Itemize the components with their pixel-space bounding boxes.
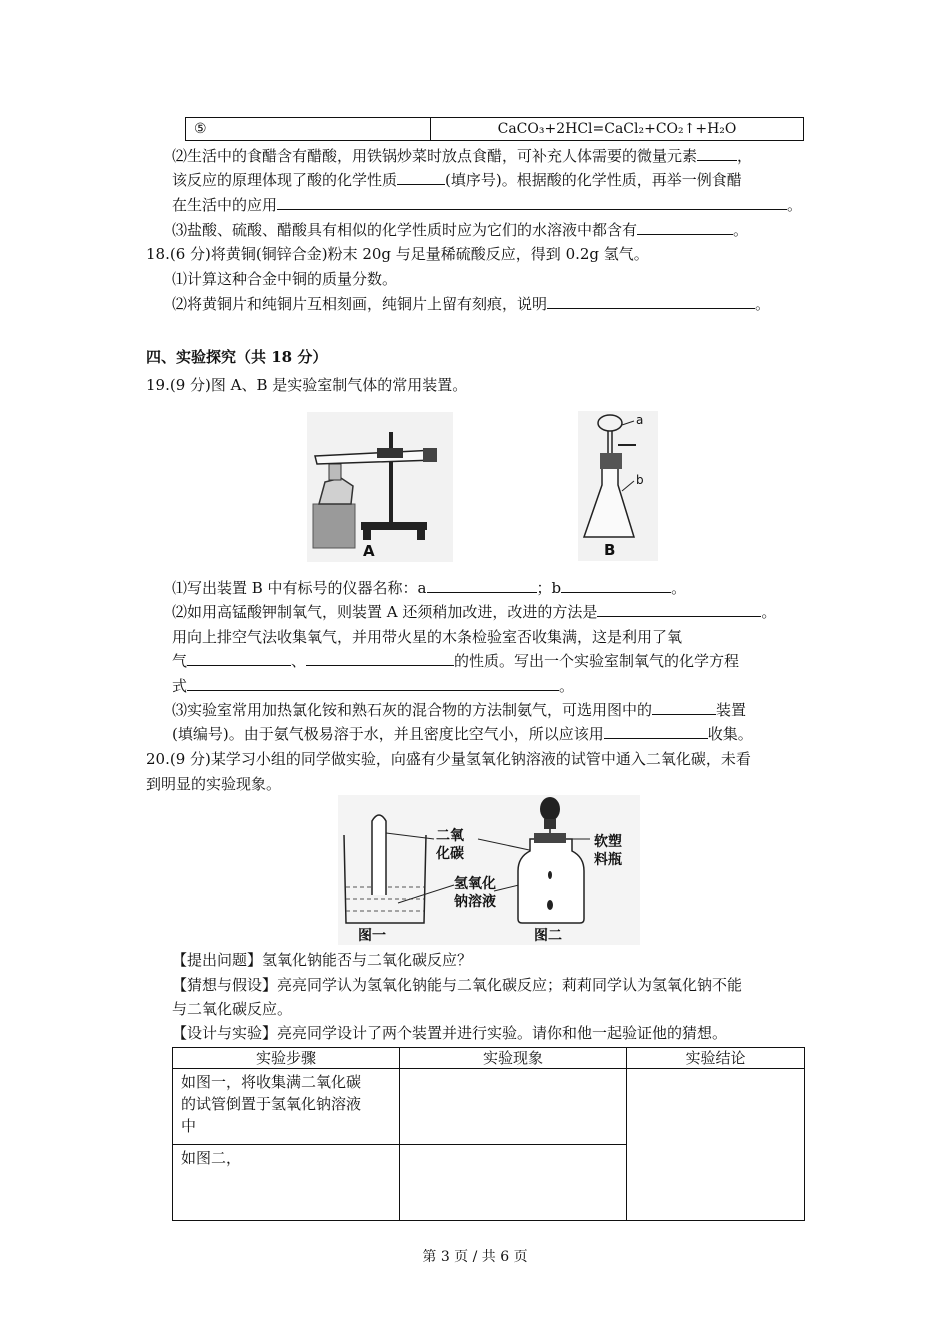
answer-blank[interactable] (277, 195, 787, 210)
q20-guess-line2: 与二氧化碳反应。 (172, 1000, 293, 1018)
q19-p2-line1: ⑵如用高锰酸钾制氧气，则装置 A 还须稍加改进，改进的方法是 。 (172, 603, 777, 621)
section-title: 四、实验探究（共 18 分） (146, 348, 328, 366)
apparatus-b-drawing (578, 411, 658, 561)
q20-design: 【设计与实验】亮亮同学设计了两个装置并进行实验。请你和他一起验证他的猜想。 (172, 1024, 728, 1042)
label-naoh: 氢氧化 钠溶液 (454, 876, 496, 910)
answer-blank[interactable] (652, 700, 716, 715)
q20-guess-line1: 【猜想与假设】亮亮同学认为氢氧化钠能与二氧化碳反应；莉莉同学认为氢氧化钠不能 (172, 976, 743, 994)
q19-p3-line2: (填编号)。由于氨气极易溶于水，并且密度比空气小，所以应该用 收集。 (172, 725, 753, 743)
equation-text: CaCO₃+2HCl=CaCl₂+CO₂↑+H₂O (431, 118, 804, 141)
answer-blank[interactable] (604, 724, 708, 739)
figure-b-mark-b: b (636, 473, 644, 487)
answer-blank-b[interactable] (561, 578, 671, 593)
q20-stem-line1: 20.(9 分)某学习小组的同学做实验，向盛有少量氢氧化钠溶液的试管中通入二氧化碳，未看 (146, 750, 751, 768)
label-figure-2: 图二 (534, 928, 562, 944)
table-cell-phenomenon-1[interactable] (400, 1069, 627, 1145)
figure-b-label: B (604, 541, 616, 559)
co2-naoh-drawing (338, 795, 640, 945)
q18-stem: 18.(6 分)将黄铜(铜锌合金)粉末 20g 与足量稀硫酸反应，得到 0.2g 氢气。 (146, 245, 649, 263)
table-header: 实验结论 (627, 1048, 805, 1069)
table-cell-conclusion[interactable] (627, 1069, 805, 1221)
figure-b-mark-a: a (636, 413, 644, 427)
figure-a-label: A (363, 542, 375, 560)
answer-blank[interactable] (187, 651, 291, 666)
q19-p1: ⑴写出装置 B 中有标号的仪器名称：a ；b 。 (172, 579, 687, 597)
table-header: 实验现象 (400, 1048, 627, 1069)
q17-p2-line3: 在生活中的应用 。 (172, 196, 803, 214)
label-figure-1: 图一 (358, 928, 386, 944)
answer-blank[interactable] (637, 220, 733, 235)
q18-p2: ⑵将黄铜片和纯铜片互相刻画，纯铜片上留有刻痕，说明 。 (172, 295, 771, 313)
table-cell-phenomenon-2[interactable] (400, 1145, 627, 1221)
q19-p3-line1: ⑶实验室常用加热氯化铵和熟石灰的混合物的方法制氨气，可选用图中的 装置 (172, 701, 747, 719)
table-cell-step-2: 如图二， (173, 1145, 400, 1221)
equation-table (185, 117, 804, 141)
answer-blank-a[interactable] (427, 578, 537, 593)
apparatus-a-figure (307, 412, 453, 562)
equation-index: ⑤ (186, 118, 431, 141)
q17-p3: ⑶盐酸、硫酸、醋酸具有相似的化学性质时应为它们的水溶液中都含有 。 (172, 221, 749, 239)
q20-problem: 【提出问题】氢氧化钠能否与二氧化碳反应？ (172, 951, 473, 969)
answer-blank[interactable] (597, 602, 761, 617)
q19-p2-line3: 气 、 的性质。写出一个实验室制氧气的化学方程 (172, 652, 740, 670)
apparatus-a-drawing (307, 412, 453, 562)
table-cell-step-1: 如图一，将收集满二氧化碳 的试管倒置于氢氧化钠溶液 中 (173, 1069, 400, 1145)
answer-blank[interactable] (397, 170, 445, 185)
label-plastic-bottle: 软塑 料瓶 (594, 834, 622, 868)
answer-blank[interactable] (187, 676, 559, 691)
co2-naoh-figure (338, 795, 640, 945)
answer-blank[interactable] (547, 294, 755, 309)
answer-blank[interactable] (306, 651, 454, 666)
q20-stem-line2: 到明显的实验现象。 (146, 775, 282, 793)
q17-p2-line1: ⑵生活中的食醋含有醋酸，用铁锅炒菜时放点食醋，可补充人体需要的微量元素 ， (172, 147, 753, 165)
q19-stem: 19.(9 分)图 A、B 是实验室制气体的常用装置。 (146, 376, 468, 394)
q17-p2-line2: 该反应的原理体现了酸的化学性质 (填序号)。根据酸的化学性质，再举一例食醋 (172, 171, 742, 189)
q19-p2-line2: 用向上排空气法收集氧气，并用带火星的木条检验室否收集满，这是利用了氧 (172, 628, 683, 646)
page-footer: 第 3 页 / 共 6 页 (422, 1249, 528, 1265)
label-co2: 二氧 化碳 (436, 828, 464, 862)
table-header: 实验步骤 (173, 1048, 400, 1069)
answer-blank[interactable] (697, 146, 737, 161)
apparatus-b-figure (578, 411, 658, 561)
experiment-table (172, 1047, 805, 1221)
q18-p1: ⑴计算这种合金中铜的质量分数。 (172, 270, 398, 288)
q19-p2-line4: 式 。 (172, 677, 575, 695)
